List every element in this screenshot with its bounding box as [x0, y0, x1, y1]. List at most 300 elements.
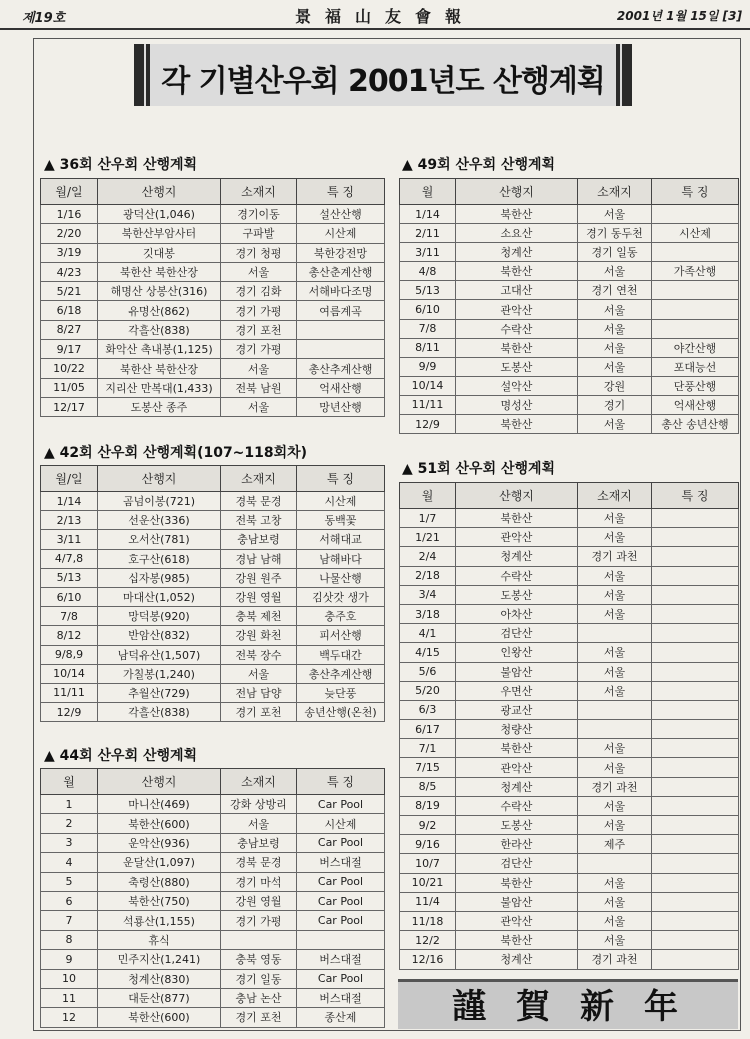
table-header-row [400, 483, 739, 509]
table-row [41, 683, 385, 702]
table-row [400, 950, 739, 969]
table-cell: 12/2 [400, 931, 456, 950]
table-row [400, 415, 739, 434]
table-cell: 관악산 [456, 911, 578, 930]
table-cell: 경기 가평 [221, 911, 297, 930]
table-cell: 10/7 [400, 854, 456, 873]
table-cell: 1 [41, 795, 98, 814]
table-row [41, 795, 385, 814]
table-cell: 경기이동 [221, 205, 297, 224]
table-cell: 관악산 [456, 528, 578, 547]
table-row [400, 796, 739, 815]
table-cell: 북한산(750) [98, 891, 221, 910]
table-cell: 5/20 [400, 681, 456, 700]
table-cell [652, 931, 739, 950]
table-cell: 9/17 [41, 340, 98, 359]
table-cell: 경북 문경 [221, 853, 297, 872]
table-cell: 10 [41, 969, 98, 988]
table-cell: 종산제 [297, 1008, 385, 1027]
table-row [400, 262, 739, 281]
table-row [41, 1008, 385, 1027]
table-cell: Car Pool [297, 872, 385, 891]
table-cell [578, 624, 652, 643]
table-row [400, 720, 739, 739]
table-row [400, 604, 739, 623]
table-cell: 5/6 [400, 662, 456, 681]
table-cell: 지리산 만복대(1,433) [98, 378, 221, 397]
table-cell: 8/19 [400, 796, 456, 815]
column-header: 특 징 [652, 179, 739, 205]
table-row [41, 568, 385, 587]
table-cell: 서울 [221, 262, 297, 281]
table-cell: 마니산(469) [98, 795, 221, 814]
table-row [41, 397, 385, 416]
table-cell: 10/21 [400, 873, 456, 892]
table-cell: 북한산 [456, 205, 578, 224]
table-cell: 도봉산 종주 [98, 397, 221, 416]
table-cell: 깃대봉 [98, 243, 221, 262]
table-cell: 서울 [578, 816, 652, 835]
table-row [400, 566, 739, 585]
table-cell: 청계산(830) [98, 969, 221, 988]
table-cell: 추월산(729) [98, 683, 221, 702]
table-cell: 1/14 [41, 492, 98, 511]
table-cell: 경기 가평 [221, 340, 297, 359]
table-cell: 시산제 [652, 224, 739, 243]
issue-date: 2001년 1월 15일 [3] [616, 9, 742, 23]
schedule-table-36 [40, 178, 385, 417]
table-row [400, 319, 739, 338]
table-cell: 제주 [578, 835, 652, 854]
table-cell: 각흘산(838) [98, 703, 221, 722]
table-cell: 경기 김화 [221, 282, 297, 301]
table-cell: 11/4 [400, 892, 456, 911]
table-cell: 12 [41, 1008, 98, 1027]
table-cell: 6/18 [41, 301, 98, 320]
table-row [41, 833, 385, 852]
section-title-51: ▲ 51회 산우회 산행계획 [402, 461, 556, 477]
table-cell: 12/9 [400, 415, 456, 434]
table-cell: 수락산 [456, 566, 578, 585]
table-cell: 경기 청평 [221, 243, 297, 262]
table-cell: 경기 [578, 395, 652, 414]
table-cell: 북한산 [456, 338, 578, 357]
table-cell: 청계산 [456, 950, 578, 969]
table-cell [578, 854, 652, 873]
table-cell: 경기 연천 [578, 281, 652, 300]
table-cell: 관악산 [456, 300, 578, 319]
table-row [400, 624, 739, 643]
table-cell: 경기 동두천 [578, 224, 652, 243]
table-cell: 서해대교 [297, 530, 385, 549]
schedule-table-44 [40, 768, 385, 1028]
table-cell [652, 205, 739, 224]
table-row [400, 700, 739, 719]
table-cell: 늦단풍 [297, 683, 385, 702]
table-row [41, 988, 385, 1007]
table-cell: 십자봉(985) [98, 568, 221, 587]
table-cell [652, 300, 739, 319]
table-cell: 9/8,9 [41, 645, 98, 664]
column-header: 월 [41, 769, 98, 795]
table-cell: 석룡산(1,155) [98, 911, 221, 930]
table-cell: 여름계곡 [297, 301, 385, 320]
table-row [400, 739, 739, 758]
table-cell: 12/16 [400, 950, 456, 969]
column-header: 산행지 [98, 466, 221, 492]
table-row [400, 509, 739, 528]
table-cell: 서울 [221, 664, 297, 683]
table-row [41, 378, 385, 397]
table-row [400, 681, 739, 700]
table-row [41, 891, 385, 910]
table-cell: 6/10 [400, 300, 456, 319]
table-cell: 전남 담양 [221, 683, 297, 702]
greeting-text: 謹賀新年 [452, 987, 708, 1027]
table-row [400, 300, 739, 319]
table-cell: 1/7 [400, 509, 456, 528]
table-cell [652, 624, 739, 643]
table-row [41, 340, 385, 359]
table-cell: 12/17 [41, 397, 98, 416]
table-cell: 인왕산 [456, 643, 578, 662]
table-cell: 2/4 [400, 547, 456, 566]
table-cell: 관악산 [456, 758, 578, 777]
table-cell: 10/14 [400, 376, 456, 395]
table-cell: 4/8 [400, 262, 456, 281]
table-cell: 서울 [221, 359, 297, 378]
table-cell [652, 566, 739, 585]
column-header: 특 징 [297, 179, 385, 205]
table-row [41, 530, 385, 549]
table-cell: 시산제 [297, 492, 385, 511]
table-cell: 서울 [578, 338, 652, 357]
table-cell: 충북 제천 [221, 607, 297, 626]
table-cell: 도봉산 [456, 357, 578, 376]
issue-number: 제19호 [22, 11, 66, 26]
table-cell [652, 662, 739, 681]
table-cell: 우면산 [456, 681, 578, 700]
table-cell: 4 [41, 853, 98, 872]
table-cell: 8/11 [400, 338, 456, 357]
table-cell: 9/9 [400, 357, 456, 376]
table-cell: 서울 [578, 931, 652, 950]
table-cell [652, 758, 739, 777]
table-cell: 10/22 [41, 359, 98, 378]
table-row [400, 547, 739, 566]
table-cell: 불암산 [456, 892, 578, 911]
table-cell: 민주지산(1,241) [98, 950, 221, 969]
table-cell: 북한산 북한산장 [98, 359, 221, 378]
table-cell: 11 [41, 988, 98, 1007]
table-cell: Car Pool [297, 833, 385, 852]
table-cell: 10/14 [41, 664, 98, 683]
table-cell: 포대능선 [652, 357, 739, 376]
table-cell: 3 [41, 833, 98, 852]
table-cell: 7/8 [400, 319, 456, 338]
table-cell [652, 604, 739, 623]
table-cell: 2 [41, 814, 98, 833]
table-cell: 경기 과천 [578, 547, 652, 566]
table-cell: 총산추계산행 [297, 359, 385, 378]
table-row [400, 854, 739, 873]
table-cell: 청계산 [456, 547, 578, 566]
table-cell: 충주호 [297, 607, 385, 626]
column-header: 특 징 [652, 483, 739, 509]
table-row [400, 931, 739, 950]
table-row [41, 872, 385, 891]
table-cell [652, 319, 739, 338]
table-cell: 9/16 [400, 835, 456, 854]
table-cell: 동백꽃 [297, 511, 385, 530]
table-cell: Car Pool [297, 969, 385, 988]
column-header: 소재지 [221, 179, 297, 205]
table-cell: 버스대절 [297, 853, 385, 872]
table-cell: 경기 과천 [578, 777, 652, 796]
table-cell: 서울 [578, 300, 652, 319]
table-cell: 곰넘이봉(721) [98, 492, 221, 511]
table-cell: 한라산 [456, 835, 578, 854]
table-cell: 대둔산(877) [98, 988, 221, 1007]
table-cell: 해명산 상봉산(316) [98, 282, 221, 301]
table-cell: 경기 가평 [221, 301, 297, 320]
column-header: 특 징 [297, 466, 385, 492]
section-title-49: ▲ 49회 산우회 산행계획 [402, 157, 556, 173]
table-cell: 4/23 [41, 262, 98, 281]
table-cell: 도봉산 [456, 816, 578, 835]
column-header: 소재지 [578, 483, 652, 509]
table-cell: 김삿갓 생가 [297, 587, 385, 606]
new-year-greeting [398, 979, 738, 1029]
table-cell: 1/14 [400, 205, 456, 224]
table-cell: 서울 [578, 796, 652, 815]
table-cell: 전북 남원 [221, 378, 297, 397]
table-cell: 서해바다조명 [297, 282, 385, 301]
table-cell: 경북 문경 [221, 492, 297, 511]
table-cell [652, 873, 739, 892]
table-cell: 북한산 [456, 931, 578, 950]
table-cell: 6/17 [400, 720, 456, 739]
table-cell [652, 528, 739, 547]
table-cell: 경기 과천 [578, 950, 652, 969]
table-cell: 9 [41, 950, 98, 969]
table-cell [652, 816, 739, 835]
table-cell: 서울 [221, 397, 297, 416]
table-row [400, 835, 739, 854]
table-row [400, 816, 739, 835]
table-cell: 서울 [578, 681, 652, 700]
table-cell: 수락산 [456, 796, 578, 815]
table-cell: 화악산 촉내봉(1,125) [98, 340, 221, 359]
table-cell: 총산춘계산행 [297, 262, 385, 281]
table-cell [652, 911, 739, 930]
table-cell: 5/21 [41, 282, 98, 301]
table-cell: 2/20 [41, 224, 98, 243]
table-cell: 강화 상방리 [221, 795, 297, 814]
table-cell [578, 700, 652, 719]
table-cell: 가칠봉(1,240) [98, 664, 221, 683]
table-cell: 6/3 [400, 700, 456, 719]
table-header-row [400, 179, 739, 205]
schedule-table-51 [399, 482, 739, 970]
table-cell: 망년산행 [297, 397, 385, 416]
column-header: 특 징 [297, 769, 385, 795]
table-cell: Car Pool [297, 911, 385, 930]
table-cell: 4/15 [400, 643, 456, 662]
table-cell: 2/11 [400, 224, 456, 243]
table-row [41, 664, 385, 683]
table-cell: 서울 [578, 643, 652, 662]
table-cell: 6 [41, 891, 98, 910]
column-header: 소재지 [221, 769, 297, 795]
table-cell: 3/11 [41, 530, 98, 549]
table-cell: 4/1 [400, 624, 456, 643]
table-cell: 운달산(1,097) [98, 853, 221, 872]
table-row [41, 320, 385, 339]
table-cell: 억새산행 [297, 378, 385, 397]
table-cell: 8/12 [41, 626, 98, 645]
table-row [41, 814, 385, 833]
table-row [400, 777, 739, 796]
table-cell: 청계산 [456, 777, 578, 796]
table-cell: 북한산 [456, 873, 578, 892]
table-row [400, 911, 739, 930]
table-cell: 서울 [578, 415, 652, 434]
table-row [400, 243, 739, 262]
table-cell: 경남 남해 [221, 549, 297, 568]
table-cell: 북한산(600) [98, 814, 221, 833]
table-cell: 강원 영월 [221, 587, 297, 606]
table-cell: 강원 화천 [221, 626, 297, 645]
table-cell: 명성산 [456, 395, 578, 414]
column-header: 소재지 [578, 179, 652, 205]
table-cell: 2/18 [400, 566, 456, 585]
table-cell: 서울 [221, 814, 297, 833]
column-header: 산행지 [456, 483, 578, 509]
newsletter-title: 景福山友會報 [295, 7, 476, 26]
table-cell [652, 777, 739, 796]
table-cell: 구파발 [221, 224, 297, 243]
table-row [41, 243, 385, 262]
section-title-36: ▲ 36회 산우회 산행계획 [44, 157, 198, 173]
table-row [41, 549, 385, 568]
table-cell: 북한산 [456, 739, 578, 758]
table-cell: 축령산(880) [98, 872, 221, 891]
table-cell: 단풍산행 [652, 376, 739, 395]
table-row [41, 911, 385, 930]
table-cell: 서울 [578, 911, 652, 930]
table-row [41, 359, 385, 378]
table-cell [297, 340, 385, 359]
table-header-row [41, 466, 385, 492]
table-cell: 총산추계산행 [297, 664, 385, 683]
table-cell: 서울 [578, 509, 652, 528]
table-cell: 북한강전망 [297, 243, 385, 262]
table-cell: 북한산 북한산장 [98, 262, 221, 281]
table-row [400, 643, 739, 662]
column-header: 소재지 [221, 466, 297, 492]
table-row [41, 607, 385, 626]
table-cell: 시산제 [297, 224, 385, 243]
table-cell: 7 [41, 911, 98, 930]
table-cell [652, 243, 739, 262]
table-cell: 전북 고창 [221, 511, 297, 530]
table-cell: 서울 [578, 585, 652, 604]
table-cell: 운악산(936) [98, 833, 221, 852]
table-cell: 3/19 [41, 243, 98, 262]
table-cell [221, 930, 297, 949]
table-cell: 1/16 [41, 205, 98, 224]
table-row [400, 205, 739, 224]
table-cell: 망덕봉(920) [98, 607, 221, 626]
table-cell: 9/2 [400, 816, 456, 835]
table-cell: 소요산 [456, 224, 578, 243]
table-cell: 서울 [578, 205, 652, 224]
table-cell [652, 950, 739, 969]
table-cell: 서울 [578, 662, 652, 681]
table-cell: 서울 [578, 873, 652, 892]
table-row [400, 873, 739, 892]
table-row [400, 395, 739, 414]
table-row [400, 281, 739, 300]
table-row [41, 301, 385, 320]
table-cell: 고대산 [456, 281, 578, 300]
table-cell: 남덕유산(1,507) [98, 645, 221, 664]
table-cell: 충북 영동 [221, 950, 297, 969]
section-title-44: ▲ 44회 산우회 산행계획 [44, 748, 198, 764]
table-cell: 각흘산(838) [98, 320, 221, 339]
table-cell: 경기 일동 [578, 243, 652, 262]
table-cell: 서울 [578, 758, 652, 777]
table-cell: 북한산부암사터 [98, 224, 221, 243]
table-cell: 청량산 [456, 720, 578, 739]
table-cell [652, 547, 739, 566]
table-row [41, 587, 385, 606]
table-cell: 4/7,8 [41, 549, 98, 568]
table-cell: 버스대절 [297, 988, 385, 1007]
table-row [41, 224, 385, 243]
column-header: 산행지 [456, 179, 578, 205]
table-cell: 강원 영월 [221, 891, 297, 910]
table-cell: 북한산 [456, 509, 578, 528]
table-cell: 5/13 [400, 281, 456, 300]
table-cell: 충남보령 [221, 530, 297, 549]
table-cell: 강원 원주 [221, 568, 297, 587]
table-cell: 송년산행(온천) [297, 703, 385, 722]
table-cell: 광덕산(1,046) [98, 205, 221, 224]
page-title: 각 기별산우회 2001년도 산행계획 [161, 64, 605, 99]
table-cell: 서울 [578, 357, 652, 376]
table-row [41, 262, 385, 281]
table-row [41, 492, 385, 511]
table-header-row [41, 179, 385, 205]
table-cell: 7/15 [400, 758, 456, 777]
table-cell: 11/05 [41, 378, 98, 397]
table-cell: 남해바다 [297, 549, 385, 568]
table-cell: 설악산 [456, 376, 578, 395]
table-cell: 휴식 [98, 930, 221, 949]
table-cell: 경기 포천 [221, 320, 297, 339]
table-cell: 마대산(1,052) [98, 587, 221, 606]
table-row [41, 930, 385, 949]
table-row [400, 892, 739, 911]
table-cell: 3/11 [400, 243, 456, 262]
table-cell: 6/10 [41, 587, 98, 606]
table-cell: 서울 [578, 262, 652, 281]
table-cell: 검단산 [456, 624, 578, 643]
masthead [0, 0, 750, 30]
column-header: 월 [400, 179, 456, 205]
